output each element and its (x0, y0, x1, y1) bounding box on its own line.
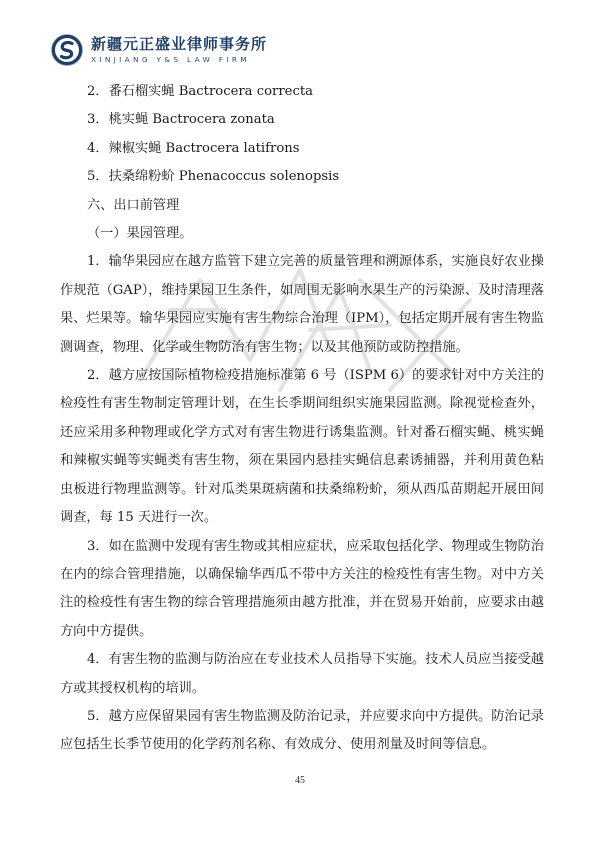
subsection-heading: （一）果园管理。 (87, 226, 193, 242)
paragraph-1: 1．输华果园应在越方监管下建立完善的质量管理和溯源体系，实施良好农业操作规范（GAP），维持果园卫生条件，如周围无影响水果生产的污染源、及时清理落果、烂果等。输华果园应实施有害生物综合治理（IPM），包括定期开展有害生物监测调查，物理、化学或生物防治有害生物；以及其他预防或防控措施。 (60, 254, 544, 355)
firm-name-cn: 新疆元正盛业律师事务所 (91, 35, 268, 53)
section-heading: 六、出口前管理 (87, 197, 180, 213)
paragraph-2: 2．越方应按国际植物检疫措施标准第 6 号（ISPM 6）的要求针对中方关注的检疫性有害生物制定管理计划，在生长季期间组织实施果园监测。除视觉检查外，还应采用多种物理或化学方式对有害生物进行诱集监测。针对番石榴实蝇、桃实蝇和辣椒实蝇等实蝇类有害生物，须在果园内悬挂实蝇信息素诱捕器，并利用黄色粘虫板进行物理监测等。针对瓜类果斑病菌和扶桑绵粉蚧，须从西瓜苗期起开展田间调查，每 15 天进行一次。 (60, 368, 544, 526)
pest-list-item: 3．桃实蝇 Bactrocera zonata (87, 112, 275, 128)
document-body (60, 78, 544, 760)
firm-logo-icon (50, 33, 84, 67)
paragraph-4: 4．有害生物的监测与防治应在专业技术人员指导下实施。技术人员应当接受越方或其授权机构的培训。 (60, 652, 544, 696)
letterhead (50, 26, 267, 74)
paragraph-3: 3．如在监测中发现有害生物或其相应症状，应采取包括化学、物理或生物防治在内的综合管理措施，以确保输华西瓜不带中方关注的检疫性有害生物。对中方关注的检疫性有害生物的综合管理措施须由越方批准，并在贸易开始前，应要求由越方向中方提供。 (60, 538, 544, 639)
pest-list-item: 2．番石榴实蝇 Bactrocera correcta (87, 84, 314, 99)
firm-name-en: XINJIANG Y&S LAW FIRM (91, 55, 250, 64)
paragraph-5: 5．越方应保留果园有害生物监测及防治记录，并应要求向中方提供。防治记录应包括生长季节使用的化学药剂名称、有效成分、使用剂量及时间等信息。 (60, 708, 544, 753)
pest-list-item: 4．辣椒实蝇 Bactrocera latifrons (87, 140, 300, 156)
page-number: 45 (295, 775, 305, 786)
pest-list-item: 5．扶桑绵粉蚧 Phenacoccus solenopsis (87, 169, 340, 185)
